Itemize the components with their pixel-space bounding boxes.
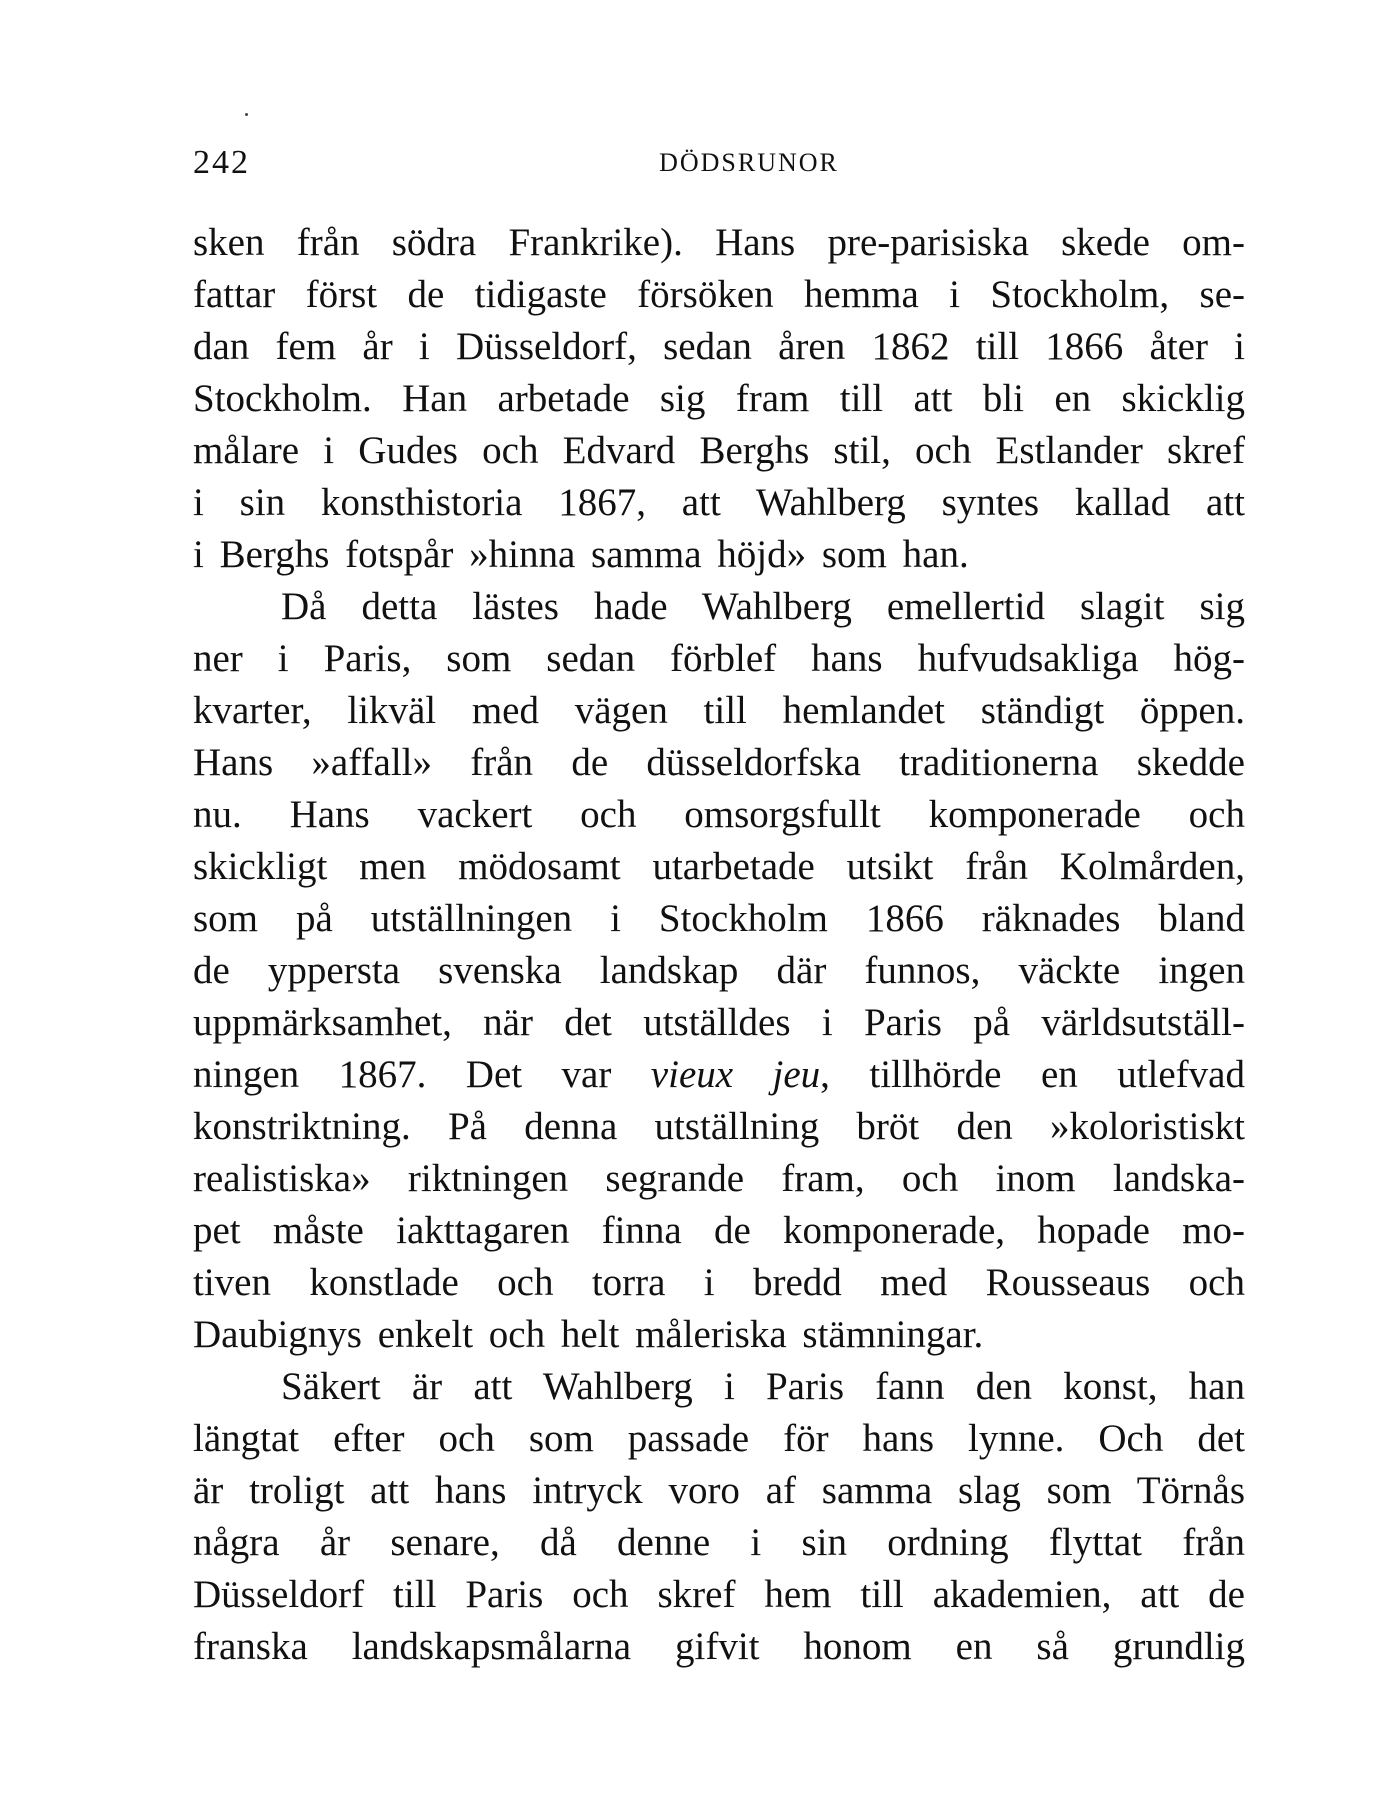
text-line: skickligt men mödosamt utarbetade utsikt från Kolmården,	[193, 845, 1245, 888]
page-header	[193, 138, 1245, 188]
text-line: i sin konsthistoria 1867, att Wahlberg syntes kallad att	[193, 481, 1245, 524]
running-head: DÖDSRUNOR	[659, 148, 839, 177]
text-line: Då detta lästes hade Wahlberg emellertid slagit sig	[281, 585, 1245, 628]
text-line: de yppersta svenska landskap där funnos, väckte ingen	[193, 949, 1245, 992]
text-line: pet måste iakttagaren finna de komponerade, hopade mo-	[193, 1209, 1245, 1252]
text-line: nu. Hans vackert och omsorgsfullt komponerade och	[193, 793, 1245, 836]
text-line: uppmärksamhet, när det utställdes i Paris på världsutställ-	[193, 1001, 1245, 1044]
print-speck	[245, 113, 248, 116]
text-line: i Berghs fotspår »hinna samma höjd» som han.	[193, 533, 969, 576]
text-line: ningen 1867. Det var vieux jeu, tillhörde en utlefvad	[193, 1053, 1245, 1096]
text-line: realistiska» riktningen segrande fram, och inom landska-	[193, 1157, 1245, 1200]
italic-phrase: vieux jeu	[650, 1053, 821, 1096]
text-line: Hans »affall» från de düsseldorfska traditionerna skedde	[193, 741, 1245, 784]
text-line: som på utställningen i Stockholm 1866 räknades bland	[193, 897, 1245, 940]
text-line: kvarter, likväl med vägen till hemlandet ständigt öppen.	[193, 689, 1245, 732]
text-line: sken från södra Frankrike). Hans pre-parisiska skede om-	[193, 221, 1245, 264]
text-line: franska landskapsmålarna gifvit honom en så grundlig	[193, 1625, 1245, 1668]
text-line: konstriktning. På denna utställning bröt den »koloristiskt	[193, 1105, 1245, 1148]
text-line: Säkert är att Wahlberg i Paris fann den konst, han	[281, 1365, 1245, 1408]
page-number: 242	[193, 144, 250, 181]
body-text	[193, 217, 1245, 1673]
text-line: är troligt att hans intryck voro af samma slag som Törnås	[193, 1469, 1245, 1512]
text-line: målare i Gudes och Edvard Berghs stil, och Estlander skref	[193, 429, 1245, 472]
text-line: fattar först de tidigaste försöken hemma i Stockholm, se-	[193, 273, 1245, 316]
text-line: längtat efter och som passade för hans lynne. Och det	[193, 1417, 1245, 1460]
paragraph-1	[193, 217, 1245, 581]
text-line: Düsseldorf till Paris och skref hem till akademien, att de	[193, 1573, 1245, 1616]
paragraph-3	[193, 1361, 1245, 1673]
text-line: Stockholm. Han arbetade sig fram till att bli en skicklig	[193, 377, 1245, 420]
text-line: Daubignys enkelt och helt måleriska stämningar.	[193, 1313, 984, 1356]
text-line: några år senare, då denne i sin ordning flyttat från	[193, 1521, 1245, 1564]
text-line: dan fem år i Düsseldorf, sedan åren 1862 till 1866 åter i	[193, 325, 1245, 368]
text-line: tiven konstlade och torra i bredd med Rousseaus och	[193, 1261, 1245, 1304]
paragraph-2	[193, 581, 1245, 1361]
text-line: ner i Paris, som sedan förblef hans hufvudsakliga hög-	[193, 637, 1245, 680]
